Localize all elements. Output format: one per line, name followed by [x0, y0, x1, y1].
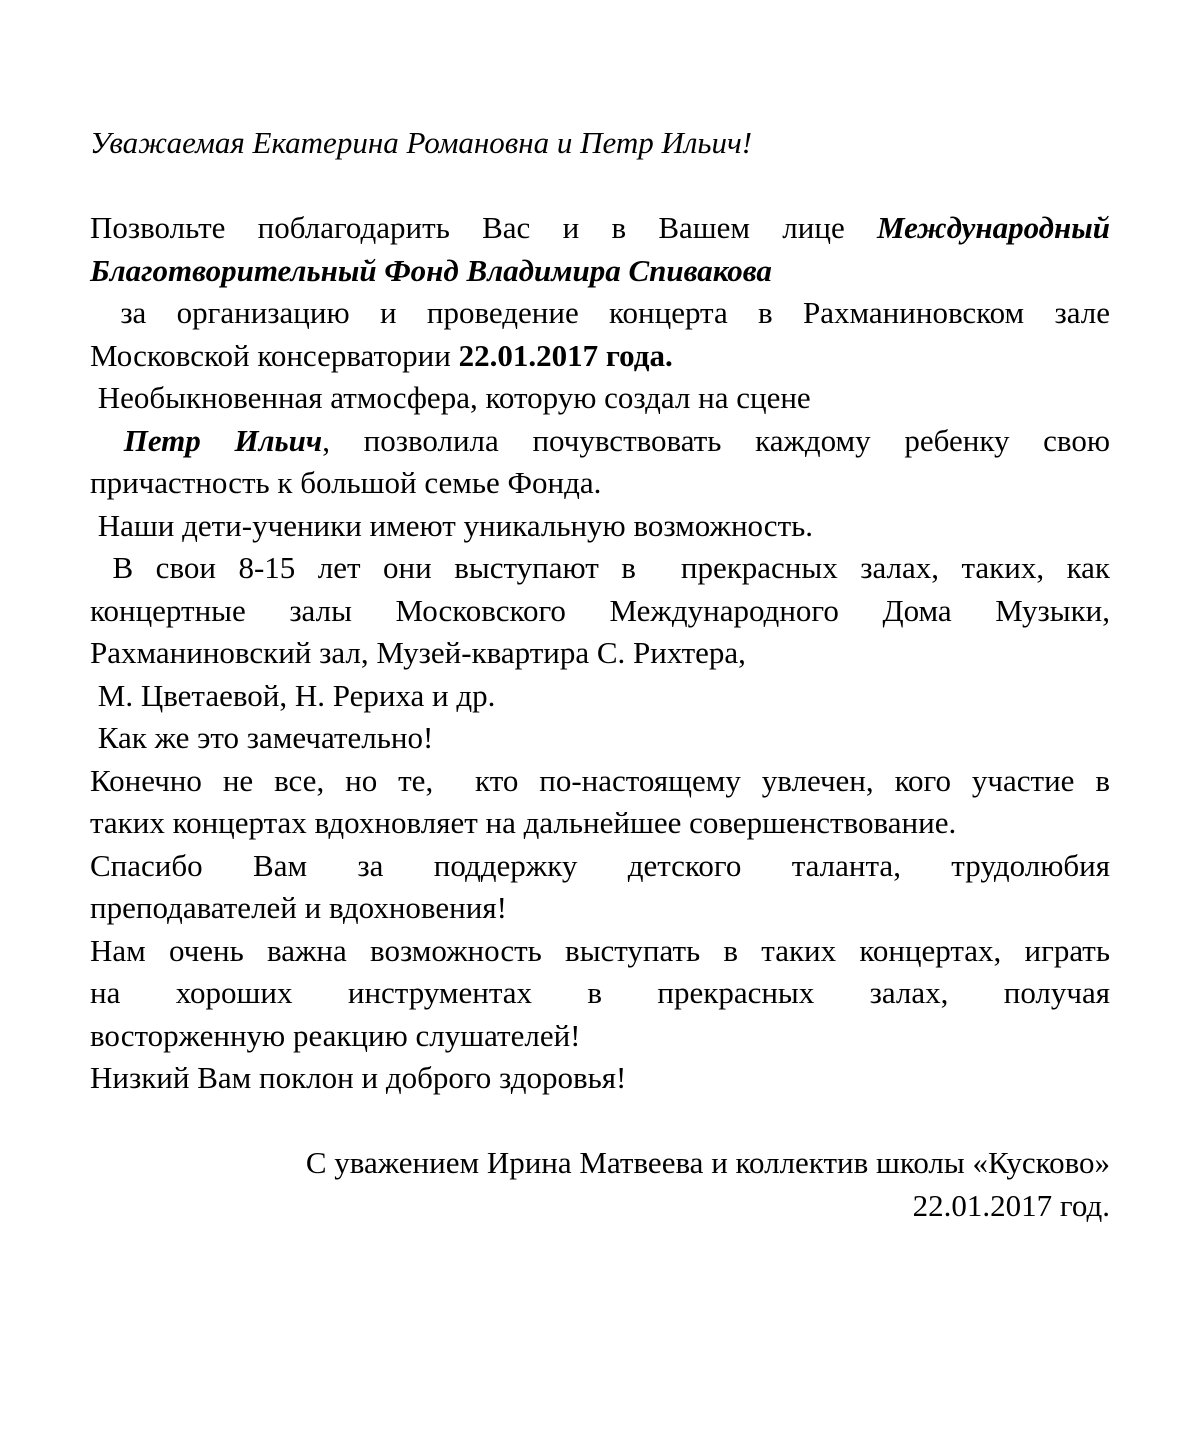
salutation [90, 122, 1110, 165]
date-line [90, 1185, 1110, 1228]
body-line [90, 717, 1110, 760]
text-run: на хороших инструментах в прекрасных залах, получая [90, 975, 1110, 1010]
body-line [90, 292, 1110, 335]
body-line [90, 845, 1110, 888]
text-run: Наши дети-ученики имеют уникальную возможность. [90, 507, 814, 543]
text-run: концертные залы Московского Международного Дома Музыки, [90, 592, 1110, 628]
body-line [90, 802, 1110, 845]
text-run: В свои 8-15 лет они выступают в прекрасных залах, таких, как [90, 550, 1110, 585]
blank-line [90, 165, 1110, 208]
body-line [90, 420, 1110, 463]
signature-line [90, 1142, 1110, 1185]
blank-line [90, 1100, 1110, 1143]
body-line [90, 547, 1110, 590]
text-run: , позволила почувствовать каждому ребенку свою [322, 422, 1111, 458]
text-run: 22.01.2017 год. [912, 1187, 1110, 1223]
body-line [90, 590, 1110, 633]
body-line [90, 972, 1110, 1015]
letter-body [90, 122, 1110, 1227]
body-line [90, 632, 1110, 675]
text-run: преподавателей и вдохновения! [90, 890, 507, 925]
text-run: Московской консерватории [90, 337, 459, 373]
text-run [90, 423, 124, 458]
text-run: Международный [877, 210, 1110, 245]
text-run: Низкий Вам поклон и доброго здоровья! [90, 1060, 627, 1095]
text-run: М. Цветаевой, Н. Рериха и др. [90, 677, 496, 713]
text-run: Уважаемая Екатерина Романовна и Петр Ильич! [90, 125, 753, 160]
text-run: Позвольте поблагодарить Вас и в Вашем лице [90, 210, 877, 245]
body-line [90, 505, 1110, 548]
body-line [90, 377, 1110, 420]
body-line [90, 675, 1110, 718]
text-run: восторженную реакцию слушателей! [90, 1017, 581, 1053]
text-run: за организацию и проведение концерта в Рахманиновском зале [90, 295, 1110, 330]
text-run: Спасибо Вам за поддержку детского таланта, трудолюбия [90, 847, 1110, 883]
body-line [90, 335, 1110, 378]
text-run: Конечно не все, но те, кто по-настоящему увлечен, кого участие в [90, 762, 1110, 798]
body-line [90, 887, 1110, 930]
text-run: Благотворительный Фонд Владимира Спивакова [90, 252, 772, 288]
text-run: Петр Ильич [123, 422, 323, 458]
text-run: таких концертах вдохновляет на дальнейшее совершенствование. [90, 805, 957, 840]
text-run: Как же это замечательно! [90, 720, 434, 755]
body-line [90, 462, 1110, 505]
body-line [90, 1015, 1110, 1058]
body-line [90, 760, 1110, 803]
body-line [90, 250, 1110, 293]
text-run: Нам очень важна возможность выступать в таких концертах, играть [90, 932, 1110, 968]
body-line [90, 207, 1110, 250]
body-line [90, 930, 1110, 973]
body-line [90, 1057, 1110, 1100]
text-run: Необыкновенная атмосфера, которую создал на сцене [90, 380, 811, 415]
text-run: Рахманиновский зал, Музей-квартира С. Рихтера, [90, 635, 746, 670]
text-run: С уважением Ирина Матвеева и коллектив школы «Кусково» [305, 1145, 1110, 1180]
text-run: 22.01.2017 года. [458, 337, 673, 373]
text-run: причастность к большой семье Фонда. [90, 465, 602, 500]
